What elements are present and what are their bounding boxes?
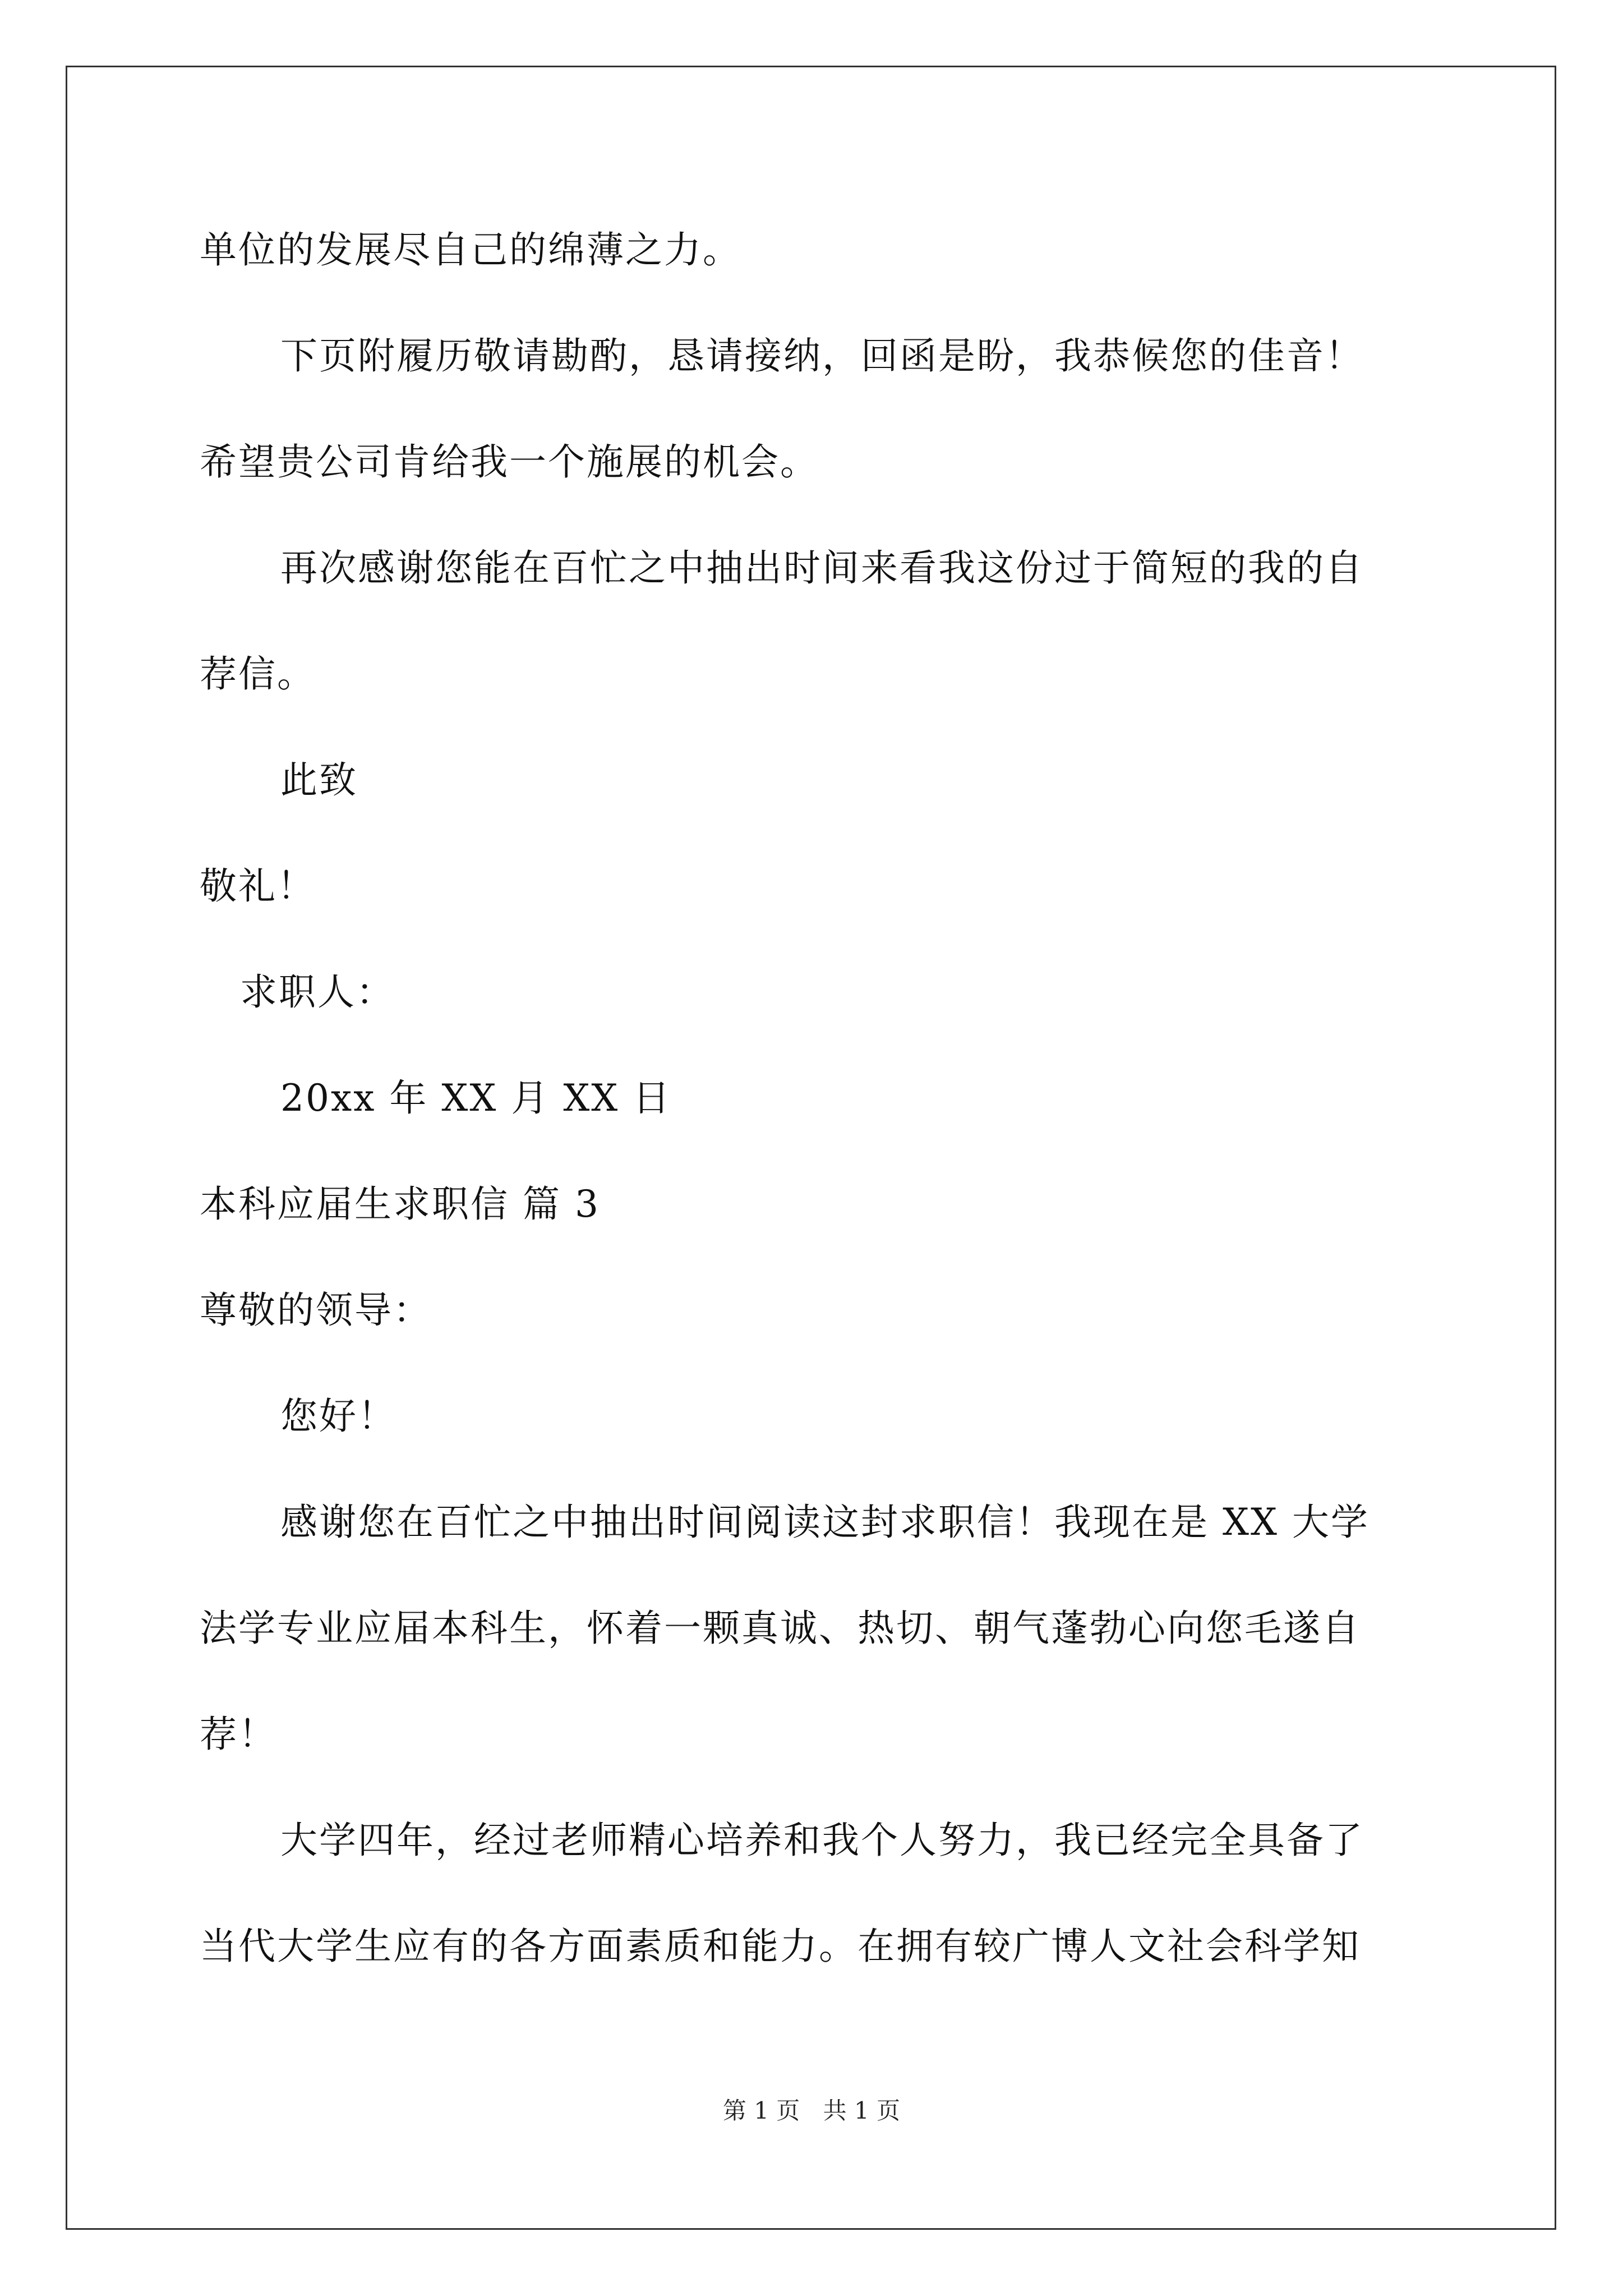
closing-regards: 敬礼！ [200,864,316,908]
greeting: 尊敬的领导： [200,1289,432,1332]
body-line-13: 感谢您在百忙之中抽出时间阅读这封求职信！我现在是 XX 大学 [280,1501,1370,1544]
body-line-15: 荐！ [200,1713,277,1756]
body-line-2: 下页附履历敬请勘酌，恳请接纳，回函是盼，我恭候您的佳音！ [280,334,1364,378]
applicant-label: 求职人： [240,970,395,1014]
body-line-1: 单位的发展尽自己的绵薄之力。 [200,228,741,272]
page-border [66,66,1556,2230]
body-line-14: 法学专业应届本科生，怀着一颗真诚、热切、朝气蓬勃心向您毛遂自 [200,1607,1361,1650]
letter-date: 20xx 年 XX 月 XX 日 [280,1076,672,1120]
body-line-16: 大学四年，经过老师精心培养和我个人努力，我已经完全具备了 [280,1819,1364,1862]
body-line-17: 当代大学生应有的各方面素质和能力。在拥有较广博人文社会科学知 [200,1925,1361,1968]
page-footer [0,2094,1623,2128]
page-number-total: 共 1 页 [823,2097,901,2124]
closing-salutation: 此致 [280,758,358,802]
section-title: 本科应届生求职信 篇 3 [200,1182,600,1226]
body-line-5: 荐信。 [200,652,316,696]
greeting-hello: 您好！ [280,1395,396,1438]
body-line-3: 希望贵公司肯给我一个施展的机会。 [200,440,819,484]
page-number-current: 第 1 页 [722,2097,800,2124]
body-line-4: 再次感谢您能在百忙之中抽出时间来看我这份过于简短的我的自 [280,546,1364,590]
